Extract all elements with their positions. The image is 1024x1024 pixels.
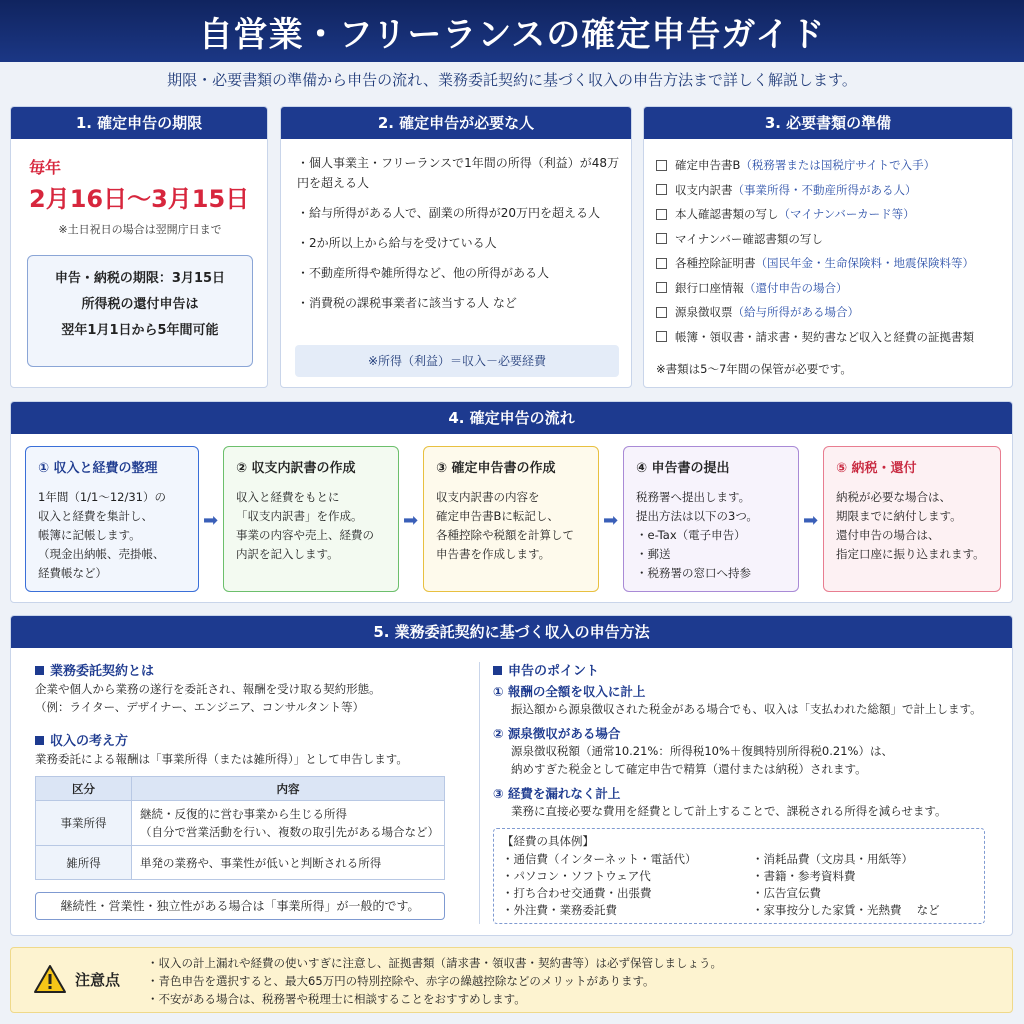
step-title: ④ 申告書の提出 — [636, 461, 730, 476]
list-item: ・2か所以上から給与を受けている人 — [297, 236, 497, 250]
list-item: ・不動産所得や雑所得など、他の所得がある人 — [297, 266, 550, 280]
checklist-item[interactable] — [656, 153, 1008, 178]
checkbox-icon[interactable] — [656, 307, 667, 318]
flow-step-3 — [423, 446, 599, 592]
table-cell-content — [132, 801, 445, 846]
table-row — [36, 846, 445, 880]
document-checklist — [656, 153, 1008, 349]
list-item: ・青色申告を選択すると、最大65万円の特別控除や、赤字の繰越控除などのメリットがあります。 — [147, 974, 655, 988]
table-cell-content — [132, 846, 445, 880]
deadline-card — [10, 106, 268, 388]
list-item: ・不安がある場合は、税務署や税理士に相談することをおすすめします。 — [147, 992, 526, 1006]
cell-line: （自分で営業活動を行い、複数の取引先がある場合など） — [140, 825, 439, 839]
document-detail: （給与所得がある場合） — [732, 305, 859, 319]
list-item: ・通信費（インターネット・電話代） — [502, 852, 697, 866]
checkbox-icon[interactable] — [656, 282, 667, 293]
checkbox-icon[interactable] — [656, 209, 667, 220]
document-name: 確定申告書B — [675, 158, 741, 172]
deadline-box-line: 所得税の還付申告は — [81, 297, 199, 312]
income-concept-heading — [35, 730, 128, 749]
flow-step-1 — [25, 446, 199, 592]
required-documents-card — [643, 106, 1013, 388]
cell-line: 継続・反復的に営む事業から生じる所得 — [140, 807, 347, 821]
page-subtitle: 期限・必要書類の準備から申告の流れ、業務委託契約に基づく収入の申告方法まで詳しく解説します。 — [167, 71, 857, 89]
checklist-item[interactable] — [656, 251, 1008, 276]
list-item: ・家事按分した家賃・光熱費 など — [752, 903, 940, 917]
step-body: 収入と経費をもとに 「収支内訳書」を作成。 事業の内容や売上、経費の 内訳を記入します。 — [236, 490, 374, 561]
caution-box — [10, 947, 1013, 1013]
table-cell-category: 事業所得 — [36, 801, 132, 846]
heading-text: 業務委託契約とは — [50, 664, 155, 679]
flow-step-2 — [223, 446, 399, 592]
filing-flow-heading: 4. 確定申告の流れ — [11, 402, 1012, 434]
expense-examples-title: 【経費の具体例】 — [502, 834, 594, 848]
document-name: 各種控除証明書 — [675, 256, 756, 270]
flow-step-4 — [623, 446, 799, 592]
checkbox-icon[interactable] — [656, 160, 667, 171]
document-retention-note: ※書類は5～7年間の保管が必要です。 — [656, 362, 852, 376]
arrow-right-icon: ➡ — [203, 510, 219, 531]
document-detail: （事業所得・不動産所得がある人） — [732, 182, 917, 197]
checkbox-icon[interactable] — [656, 258, 667, 269]
expense-examples-list — [502, 851, 976, 919]
table-cell-category: 雑所得 — [36, 846, 132, 880]
income-formula-note: ※所得（利益）＝収入－必要経費 — [295, 345, 619, 377]
who-must-file-list — [297, 153, 623, 323]
deadline-heading: 1. 確定申告の期限 — [11, 107, 267, 139]
point-1-text: 振込額から源泉徴収された税金がある場合でも、収入は「支払われた総額」で計上します。 — [511, 702, 982, 716]
checkbox-icon[interactable] — [656, 331, 667, 342]
checklist-item[interactable] — [656, 227, 1008, 252]
checklist-item[interactable] — [656, 325, 1008, 350]
holiday-note: ※土日祝日の場合は翌開庁日まで — [58, 223, 222, 236]
deadline-year-label: 毎年 — [29, 158, 62, 177]
document-detail: （還付申告の場合） — [744, 280, 848, 295]
flow-step-5 — [823, 446, 1001, 592]
list-item: ・パソコン・ソフトウェア代 — [502, 869, 651, 883]
income-concept-text: 業務委託による報酬は「事業所得（または雑所得）」として申告します。 — [35, 752, 408, 766]
column-divider — [479, 662, 480, 924]
table-header: 内容 — [132, 777, 445, 801]
filing-flow-card — [10, 401, 1013, 603]
list-item: ・給与所得がある人で、副業の所得が20万円を超える人 — [297, 206, 601, 220]
square-bullet-icon — [35, 736, 44, 745]
caution-label: 注意点 — [75, 971, 121, 989]
document-name: 収支内訳書 — [675, 182, 733, 197]
document-name: 銀行口座情報 — [675, 280, 744, 295]
point-2-text: 源泉徴収税額（通常10.21%：所得税10%＋復興特別所得税0.21%）は、 — [511, 744, 893, 758]
contract-income-heading: 5. 業務委託契約に基づく収入の申告方法 — [11, 616, 1012, 648]
heading-text: 申告のポイント — [508, 664, 600, 679]
list-item: ・収入の計上漏れや経費の使いすぎに注意し、証拠書類（請求書・領収書・契約書等）は必ず保管しましょう。 — [147, 956, 722, 970]
list-item: ・書籍・参考資料費 — [752, 869, 856, 883]
heading-text: 収入の考え方 — [50, 734, 129, 749]
page-title: 自営業・フリーランスの確定申告ガイド — [0, 0, 1024, 62]
who-must-file-card — [280, 106, 632, 388]
square-bullet-icon — [493, 666, 502, 675]
document-detail: （マイナンバーカード等） — [778, 207, 915, 221]
contract-income-card — [10, 615, 1013, 936]
deadline-summary-box — [27, 255, 253, 367]
list-item: ・消費税の課税事業者に該当する人 など — [297, 296, 517, 310]
arrow-right-icon: ➡ — [603, 510, 619, 531]
filing-points-heading — [493, 660, 599, 679]
caution-list — [147, 954, 722, 1008]
step-title: ⑤ 納税・還付 — [836, 461, 917, 476]
point-2-text: 納めすぎた税金として確定申告で精算（還付または納税）されます。 — [511, 762, 867, 776]
contract-examples: （例：ライター、デザイナー、エンジニア、コンサルタント等） — [35, 700, 365, 714]
step-body: 1年間（1/1～12/31）の 収入と経費を集計し、 帳簿に記帳します。 （現金出納帳、売掛帳、 経費帳など） — [38, 490, 166, 580]
point-2-title: ② 源泉徴収がある場合 — [493, 726, 621, 741]
list-item: ・広告宣伝費 — [752, 886, 821, 900]
document-detail: （国民年金・生命保険料・地震保険料等） — [755, 256, 974, 270]
table-header-row — [36, 777, 445, 801]
document-name: マイナンバー確認書類の写し — [675, 231, 823, 246]
step-title: ③ 確定申告書の作成 — [436, 461, 556, 476]
arrow-right-icon: ➡ — [403, 510, 419, 531]
list-item: ・個人事業主・フリーランスで1年間の所得（利益）が48万円を超える人 — [297, 156, 620, 190]
what-is-contract-heading — [35, 660, 154, 679]
point-3-title: ③ 経費を漏れなく計上 — [493, 786, 621, 801]
checklist-item[interactable] — [656, 300, 1008, 325]
table-row — [36, 801, 445, 846]
deadline-date-range: 2月16日～3月15日 — [29, 185, 250, 213]
list-item: ・打ち合わせ交通費・出張費 — [502, 886, 652, 900]
document-name: 本人確認書類の写し — [675, 207, 779, 221]
point-1-title: ① 報酬の全額を収入に計上 — [493, 684, 646, 699]
step-body: 収支内訳書の内容を 確定申告書Bに転記し、 各種控除や税額を計算して 申告書を作成します。 — [436, 490, 574, 561]
square-bullet-icon — [35, 666, 44, 675]
document-detail: （税務署または国税庁サイトで入手） — [740, 158, 936, 172]
expense-examples-box — [493, 828, 985, 924]
document-name: 帳簿・領収書・請求書・契約書など収入と経費の証拠書類 — [675, 329, 974, 344]
point-3-text: 業務に直接必要な費用を経費として計上することで、課税される所得を減らせます。 — [511, 804, 947, 818]
list-item: ・消耗品費（文房具・用紙等） — [752, 852, 913, 866]
arrow-right-icon: ➡ — [803, 510, 819, 531]
required-documents-heading: 3. 必要書類の準備 — [644, 107, 1012, 139]
list-item: ・外注費・業務委託費 — [502, 903, 617, 917]
checkbox-icon[interactable] — [656, 233, 667, 244]
income-category-table — [35, 776, 445, 880]
step-title: ② 収支内訳書の作成 — [236, 461, 356, 476]
deadline-box-line: 翌年1月1日から5年間可能 — [61, 323, 219, 338]
step-body: 納税が必要な場合は、 期限までに納付します。 還付申告の場合は、 指定口座に振り込まれます。 — [836, 490, 985, 561]
checklist-item[interactable] — [656, 178, 1008, 203]
checkbox-icon[interactable] — [656, 184, 667, 195]
warning-icon — [33, 964, 67, 994]
document-name: 源泉徴収票 — [675, 305, 733, 319]
who-must-file-heading: 2. 確定申告が必要な人 — [281, 107, 631, 139]
checklist-item[interactable] — [656, 276, 1008, 301]
step-title: ① 収入と経費の整理 — [38, 461, 158, 476]
table-header: 区分 — [36, 777, 132, 801]
checklist-item[interactable] — [656, 202, 1008, 227]
deadline-box-line: 申告・納税の期限：3月15日 — [54, 271, 226, 286]
business-income-note: 継続性・営業性・独立性がある場合は「事業所得」が一般的です。 — [35, 892, 445, 920]
contract-definition: 企業や個人から業務の遂行を委託され、報酬を受け取る契約形態。 — [35, 682, 381, 696]
cell-line: 単発の業務や、事業性が低いと判断される所得 — [140, 855, 382, 870]
step-body: 税務署へ提出します。 提出方法は以下の3つ。 ・e-Tax（電子申告） ・郵送 ・税務署の窓口へ持参 — [636, 490, 758, 580]
